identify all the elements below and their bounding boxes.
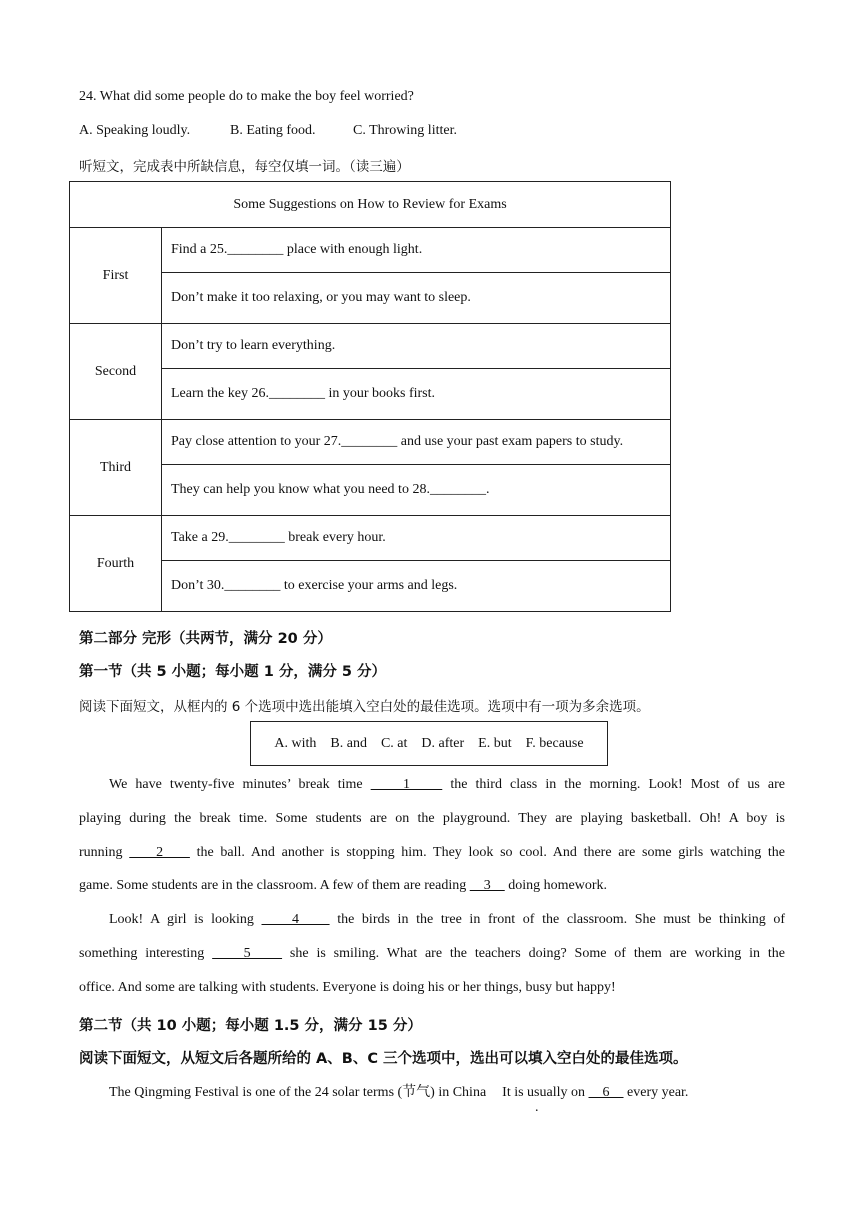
table-cell: Learn the key 26.________ in your books first. [162, 369, 671, 420]
passage2-first-line [109, 1081, 688, 1101]
section2-heading: 第二节（共 10 小题；每小题 1.5 分，满分 15 分） [79, 1018, 422, 1034]
passage-text: the birds in the tree in front of the classroom. She must be thinking of [329, 912, 786, 927]
passage-text: Look! A girl is looking [109, 912, 262, 927]
passage-text: We have twenty-five minutes’ break time [109, 777, 371, 792]
table-cell: Pay close attention to your 27.________ and use your past exam papers to study. [162, 420, 671, 465]
passage-text: something interesting [79, 946, 213, 961]
choices-box [250, 721, 608, 766]
passage-text: doing homework. [504, 878, 607, 893]
passage-line [79, 777, 785, 793]
passage-line [79, 946, 785, 962]
passage-text: she is smiling. What are the teachers doing? Some of them are working in the [282, 946, 786, 961]
passage-line [79, 980, 785, 996]
row-label-third: Third [70, 420, 162, 516]
passage-text: It is usually on [502, 1085, 589, 1100]
section1-instruction: 阅读下面短文，从框内的 6 个选项中选出能填入空白处的最佳选项。选项中有一项为多余选项。 [79, 699, 650, 715]
passage-line [79, 811, 785, 827]
table-cell: They can help you know what you need to 28.________. [162, 465, 671, 516]
table-row [70, 324, 671, 369]
q24-option-b: B. Eating food. [230, 123, 316, 138]
passage-text: playing during the break time. Some students are on the playground. They are playing basketball. Oh! A boy is [79, 811, 785, 826]
q24-option-c: C. Throwing litter. [353, 123, 457, 138]
table-cell: Take a 29.________ break every hour. [162, 516, 671, 561]
table-cell: Don’t try to learn everything. [162, 324, 671, 369]
part2-heading: 第二部分 完形（共两节，满分 20 分） [79, 631, 332, 647]
table-row [70, 516, 671, 561]
row-label-fourth: Fourth [70, 516, 162, 612]
choice-a: A. with [274, 735, 317, 751]
suggestions-table [69, 181, 671, 612]
blank-3: 3 [469, 878, 505, 893]
q24-question: 24. What did some people do to make the boy feel worried? [79, 89, 414, 104]
choice-f: F. because [525, 735, 584, 751]
q24-option-a: A. Speaking loudly. [79, 123, 191, 138]
passage-line [79, 912, 785, 928]
blank-5: 5 [212, 946, 283, 961]
passage-text: office. And some are talking with students. Everyone is doing his or her things, busy but happy! [79, 980, 616, 995]
period-mark: . [535, 1100, 539, 1115]
passage-text: every year. [623, 1085, 689, 1100]
table-row [70, 228, 671, 273]
row-label-first: First [70, 228, 162, 324]
listening-instruction: 听短文，完成表中所缺信息，每空仅填一词。（读三遍） [79, 159, 410, 175]
table-cell: Find a 25.________ place with enough light. [162, 228, 671, 273]
table-row [70, 420, 671, 465]
blank-6: 6 [588, 1085, 624, 1100]
choice-d: D. after [421, 735, 465, 751]
choice-c: C. at [380, 735, 408, 751]
table-cell: Don’t make it too relaxing, or you may want to sleep. [162, 273, 671, 324]
passage-text: game. Some students are in the classroom. A few of them are reading [79, 878, 470, 893]
section2-instruction: 阅读下面短文，从短文后各题所给的 A、B、C 三个选项中，选出可以填入空白处的最佳选项。 [79, 1051, 688, 1067]
table-title: Some Suggestions on How to Review for Exams [70, 182, 671, 228]
passage-text: the ball. And another is stopping him. They look so cool. And there are some girls watching the [189, 845, 786, 860]
passage-text: running [79, 845, 130, 860]
passage-text: the third class in the morning. Look! Most of us are [442, 777, 785, 792]
blank-1: 1 [370, 777, 443, 792]
passage-line [79, 845, 785, 861]
row-label-second: Second [70, 324, 162, 420]
table-cell: Don’t 30.________ to exercise your arms and legs. [162, 561, 671, 612]
blank-2: 2 [129, 845, 190, 860]
q24-options [79, 123, 457, 139]
choice-b: B. and [330, 735, 367, 751]
section1-heading: 第一节（共 5 小题；每小题 1 分，满分 5 分） [79, 664, 387, 680]
blank-4: 4 [261, 912, 330, 927]
passage-text: The Qingming Festival is one of the 24 solar terms (节气) in China [109, 1085, 487, 1100]
choice-e: E. but [478, 735, 512, 751]
passage-line [79, 878, 785, 894]
